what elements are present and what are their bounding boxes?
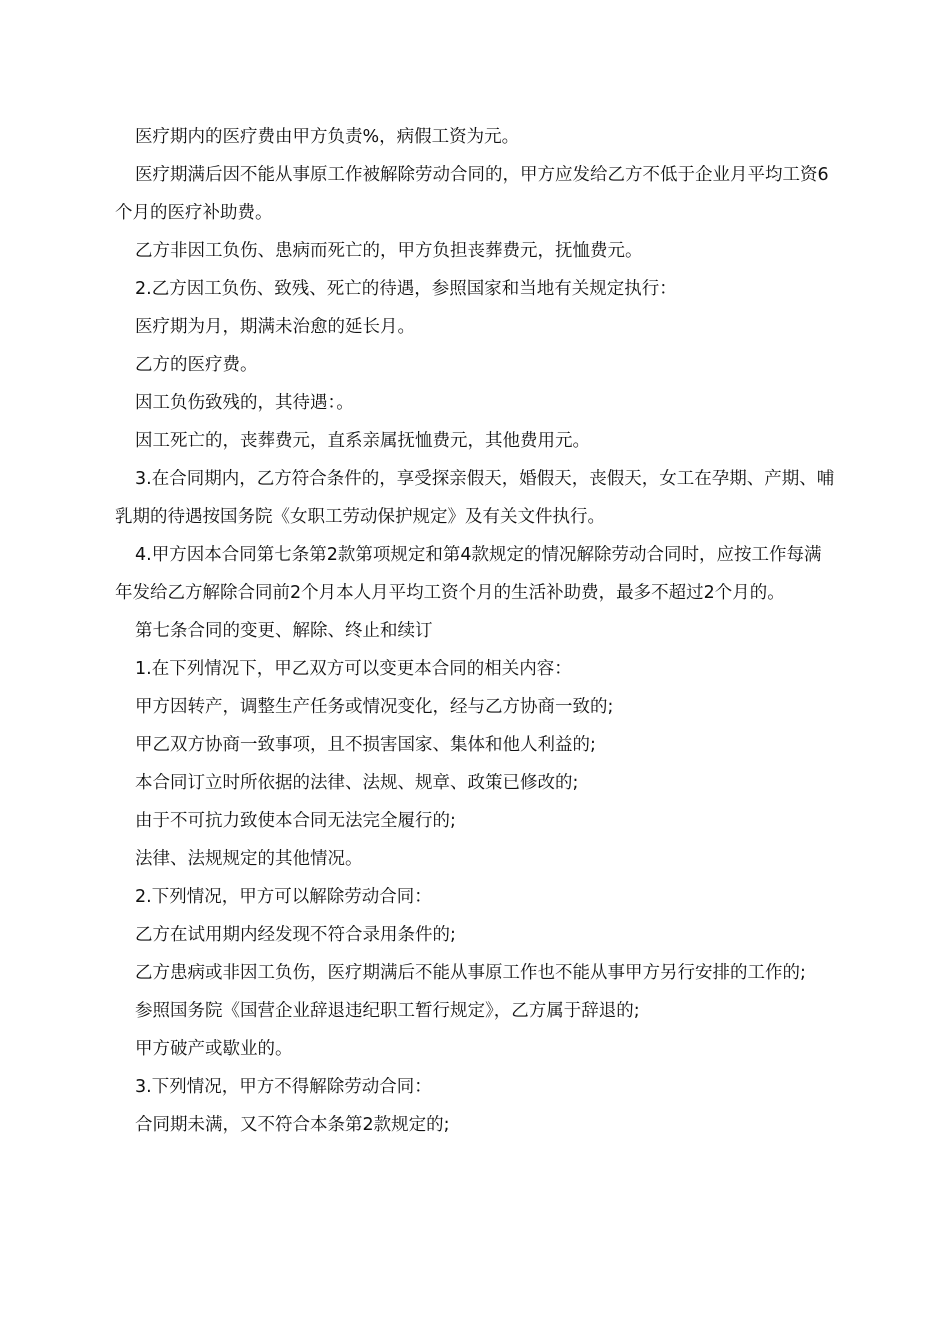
paragraph: 医疗期为月，期满未治愈的延长月。 — [135, 317, 415, 337]
paragraph: 3.下列情况，甲方不得解除劳动合同： — [135, 1077, 432, 1097]
section-heading: 第七条合同的变更、解除、终止和续订 — [135, 621, 433, 641]
paragraph: 甲方破产或歇业的。 — [135, 1039, 293, 1059]
paragraph: 参照国务院《国营企业辞退违纪职工暂行规定》，乙方属于辞退的; — [135, 1001, 640, 1021]
paragraph: 本合同订立时所依据的法律、法规、规章、政策已修改的; — [135, 773, 579, 793]
paragraph: 由于不可抗力致使本合同无法完全履行的; — [135, 811, 456, 831]
paragraph: 4.甲方因本合同第七条第2款第项规定和第4款规定的情况解除劳动合同时，应按工作每满年发给乙方解除合同前2个月本人月平均工资个月的生活补助费，最多不超过2个月的。 — [115, 545, 822, 603]
paragraph: 乙方非因工负伤、患病而死亡的，甲方负担丧葬费元，抚恤费元。 — [135, 241, 643, 261]
paragraph: 合同期未满，又不符合本条第2款规定的; — [135, 1115, 450, 1135]
paragraph: 医疗期内的医疗费由甲方负责%，病假工资为元。 — [135, 127, 520, 147]
document-body — [115, 118, 837, 1144]
paragraph: 乙方的医疗费。 — [135, 355, 258, 375]
paragraph: 法律、法规规定的其他情况。 — [135, 849, 363, 869]
paragraph: 甲方因转产，调整生产任务或情况变化，经与乙方协商一致的; — [135, 697, 614, 717]
paragraph: 3.在合同期内，乙方符合条件的，享受探亲假天，婚假天，丧假天，女工在孕期、产期、哺乳期的待遇按国务院《女职工劳动保护规定》及有关文件执行。 — [115, 469, 835, 527]
paragraph: 2.乙方因工负伤、致残、死亡的待遇，参照国家和当地有关规定执行： — [135, 279, 677, 299]
paragraph: 因工死亡的，丧葬费元，直系亲属抚恤费元，其他费用元。 — [135, 431, 590, 451]
paragraph: 因工负伤致残的，其待遇：。 — [135, 393, 354, 413]
paragraph: 2.下列情况，甲方可以解除劳动合同： — [135, 887, 432, 907]
paragraph: 乙方在试用期内经发现不符合录用条件的; — [135, 925, 456, 945]
paragraph: 甲乙双方协商一致事项，且不损害国家、集体和他人利益的; — [135, 735, 596, 755]
paragraph: 1.在下列情况下，甲乙双方可以变更本合同的相关内容： — [135, 659, 572, 679]
paragraph: 医疗期满后因不能从事原工作被解除劳动合同的，甲方应发给乙方不低于企业月平均工资6个月的医疗补助费。 — [115, 165, 829, 223]
paragraph: 乙方患病或非因工负伤，医疗期满后不能从事原工作也不能从事甲方另行安排的工作的; — [135, 963, 806, 983]
